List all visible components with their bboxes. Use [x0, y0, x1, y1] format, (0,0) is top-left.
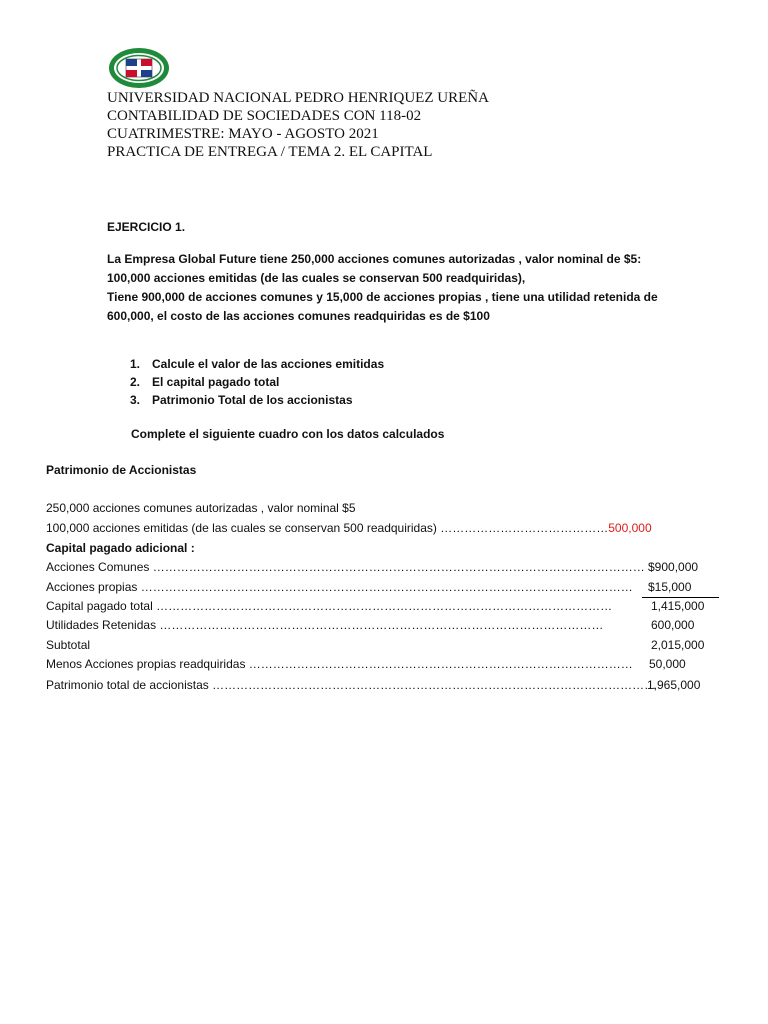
table-row: Utilidades Retenidas ………………………………………………………………………………………………… 600,000 [46, 618, 695, 632]
header-practice: PRACTICA DE ENTREGA / TEMA 2. EL CAPITAL [107, 144, 433, 160]
instruction-text: Complete el siguiente cuadro con los datos calculados [131, 427, 445, 441]
table-row: Menos Acciones propias readquiridas …………………………………………………………………………………… 50,000 [46, 657, 686, 671]
issued-amount: 500,000 [608, 521, 652, 535]
university-logo [108, 46, 170, 90]
table-row: Acciones propias …………………………………………………………………………………………………………… $15,000 [46, 580, 692, 594]
list-item: 2. El capital pagado total [130, 375, 280, 389]
statement-line: 100,000 acciones emitidas (de las cuales se conservan 500 readquiridas), [107, 271, 526, 285]
table-row: Capital pagado total …………………………………………………………………………………………………… 1,415,000 [46, 599, 705, 613]
statement-line: Tiene 900,000 de acciones comunes y 15,000 de acciones propias , tiene una utilidad retenida de [107, 290, 658, 304]
authorized-shares-line: 250,000 acciones comunes autorizadas , valor nominal $5 [46, 501, 356, 515]
issued-shares-line: 100,000 acciones emitidas (de las cuales se conservan 500 readquiridas) ……………………………………500,000 [46, 521, 652, 535]
list-item: 3. Patrimonio Total de los accionistas [130, 393, 353, 407]
questions-list [130, 355, 384, 409]
document-header [107, 89, 489, 161]
exercise-statement [107, 250, 707, 326]
statement-line: 600,000, el costo de las acciones comunes readquiridas es de $100 [107, 309, 490, 323]
header-university: UNIVERSIDAD NACIONAL PEDRO HENRIQUEZ UREÑA [107, 90, 489, 106]
table-row: Subtotal 2,015,000 [46, 638, 705, 652]
statement-line: La Empresa Global Future tiene 250,000 acciones comunes autorizadas , valor nominal de $5: [107, 252, 642, 266]
table-title: Patrimonio de Accionistas [46, 463, 197, 477]
apic-label: Capital pagado adicional : [46, 541, 195, 555]
header-term: CUATRIMESTRE: MAYO - AGOSTO 2021 [107, 126, 379, 142]
table-row: Patrimonio total de accionistas ………………………………………………………………………………………………… 1,965,000 [46, 678, 701, 692]
exercise-title: EJERCICIO 1. [107, 220, 186, 234]
table-row: Acciones Comunes …………………………………………………………………………………………………………… $900,000 [46, 560, 699, 574]
list-item: 1. Calcule el valor de las acciones emitidas [130, 357, 385, 371]
header-course: CONTABILIDAD DE SOCIEDADES CON 118-02 [107, 108, 422, 124]
